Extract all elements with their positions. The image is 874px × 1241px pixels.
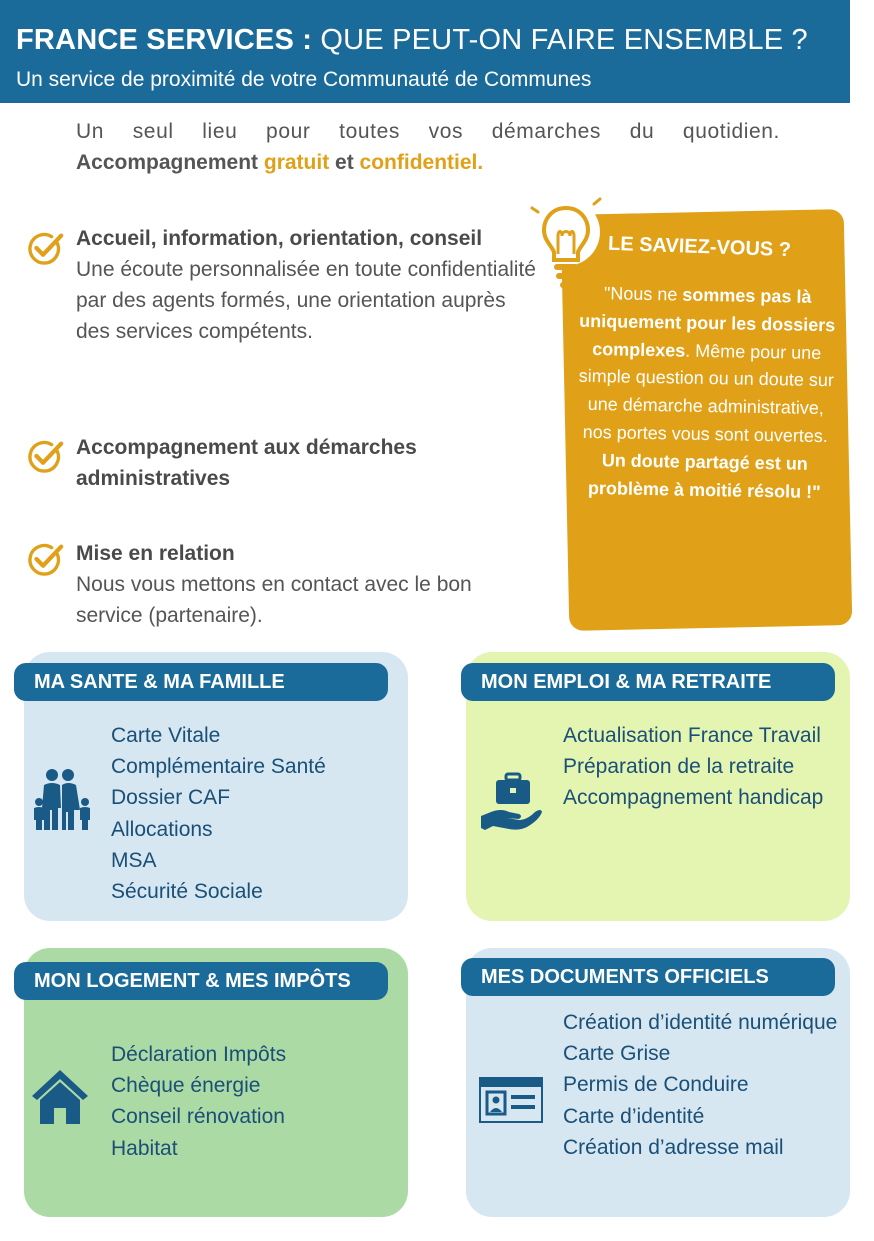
feature-title: Accompagnement aux démarches administratives — [76, 436, 417, 490]
page-subtitle: Un service de proximité de votre Communauté de Communes — [16, 68, 592, 91]
list-item: Conseil rénovation — [111, 1105, 285, 1129]
feature-mise-en-relation — [76, 538, 536, 631]
list-item: Accompagnement handicap — [563, 786, 824, 810]
list-item: Création d’adresse mail — [563, 1135, 784, 1159]
intro-line-2: Accompagnement gratuit et confidentiel. — [76, 151, 484, 174]
id-card-icon — [479, 1077, 543, 1123]
page-title: FRANCE SERVICES : QUE PEUT-ON FAIRE ENSEMBLE ? — [16, 24, 808, 56]
checkmark-icon — [26, 230, 64, 268]
list-item: Préparation de la retraite — [563, 755, 795, 779]
category-label: MES DOCUMENTS OFFICIELS — [461, 958, 835, 996]
checkmark-icon — [26, 541, 64, 579]
list-item: Actualisation France Travail — [563, 724, 821, 747]
did-you-know-text: "Nous ne sommes pas là uniquement pour les dossiers complexes. Même pour une simple question ou un doute sur une démarche administrative, nos portes vous sont ouvertes. Un doute partagé est un problème à moitié résolu !" — [578, 283, 836, 502]
list-item: Habitat — [111, 1136, 178, 1160]
list-item: Allocations — [111, 817, 213, 841]
intro-line-1: Un seul lieu pour toutes vos démarches du quotidien. — [76, 120, 780, 143]
category-items-list — [563, 720, 833, 814]
list-item: Sécurité Sociale — [111, 880, 263, 904]
feature-title: Mise en relation — [76, 542, 235, 565]
house-icon — [30, 1068, 90, 1126]
header-banner — [0, 0, 850, 103]
list-item: Déclaration Impôts — [111, 1043, 287, 1066]
list-item: Permis de Conduire — [563, 1073, 749, 1097]
list-item: Carte d’identité — [563, 1104, 705, 1128]
feature-title: Accueil, information, orientation, conseil — [76, 227, 483, 250]
feature-text: Une écoute personnalisée en toute confidentialité par des agents formés, une orientation auprès des services compétents. — [76, 258, 536, 343]
list-item: MSA — [111, 848, 157, 872]
briefcase-hand-icon — [479, 772, 545, 832]
list-item: Carte Grise — [563, 1042, 671, 1066]
intro-text — [76, 116, 780, 178]
feature-accueil — [76, 223, 536, 347]
list-item: Carte Vitale — [111, 724, 221, 747]
list-item: Complémentaire Santé — [111, 755, 326, 779]
category-label: MA SANTE & MA FAMILLE — [14, 663, 388, 701]
feature-accompagnement — [76, 432, 536, 494]
category-items-list — [111, 1039, 286, 1164]
category-label: MON EMPLOI & MA RETRAITE — [461, 663, 835, 701]
feature-text: Nous vous mettons en contact avec le bon service (partenaire). — [76, 573, 472, 627]
family-icon — [30, 768, 94, 832]
category-items-list — [563, 1007, 845, 1163]
category-label: MON LOGEMENT & MES IMPÔTS — [14, 962, 388, 1000]
category-items-list — [111, 720, 326, 907]
list-item: Dossier CAF — [111, 786, 231, 810]
checkmark-icon — [26, 438, 64, 476]
list-item: Chèque énergie — [111, 1074, 261, 1098]
list-item: Création d’identité numérique — [563, 1011, 838, 1034]
did-you-know-title: LE SAVIEZ-VOUS ? — [607, 232, 792, 262]
